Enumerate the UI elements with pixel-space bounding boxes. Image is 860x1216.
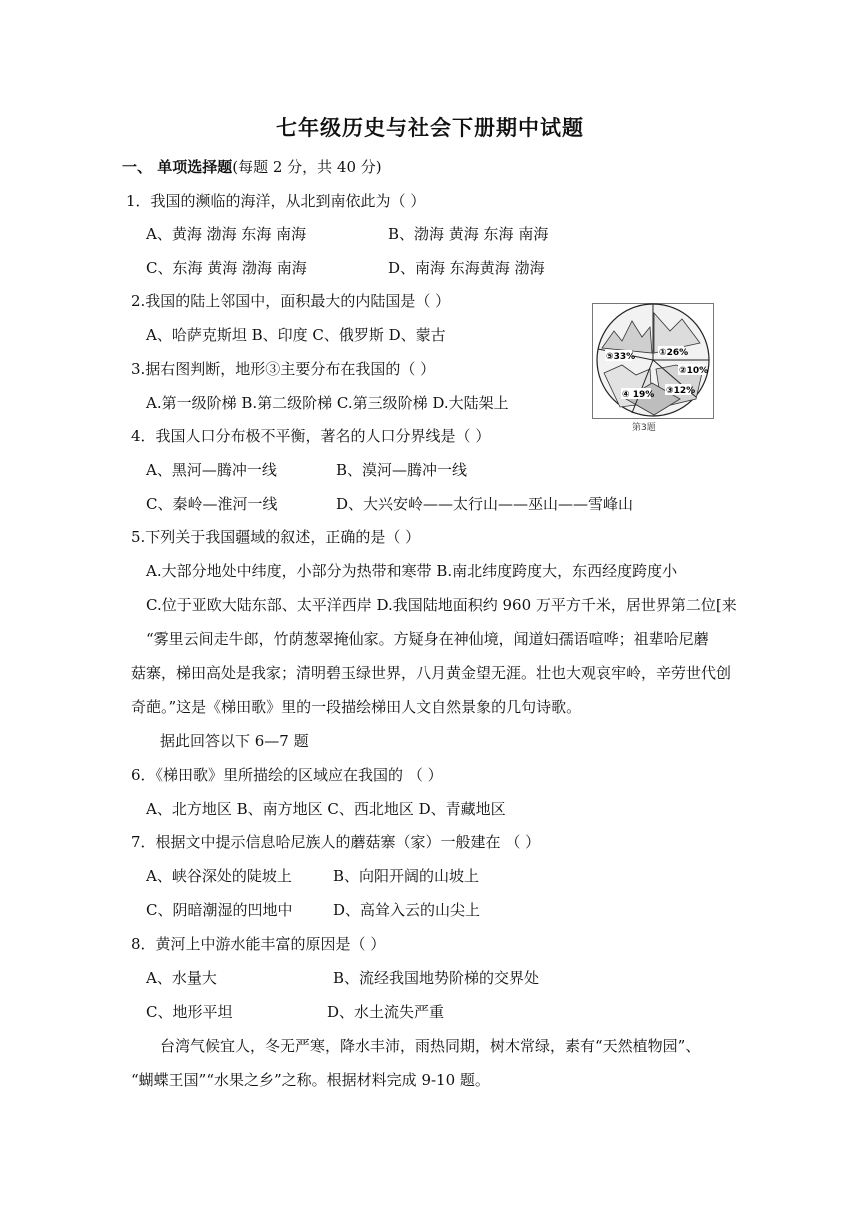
terrain-pie-figure (592, 303, 714, 429)
q7-option-a: A、峡谷深处的陡坡上 (146, 867, 292, 885)
section-label: 一、 单项选择题 (122, 158, 233, 176)
q8-option-d: D、水土流失严重 (327, 1003, 445, 1021)
poem-passage-line-2: 菇寨，梯田高处是我家；清明碧玉绿世界，八月黄金望无涯。壮也大观哀牢岭，辛劳世代创 (131, 664, 732, 682)
q1-option-a: A、黄海 渤海 东海 南海 (146, 225, 307, 243)
pie-label-3: ③12% (666, 386, 696, 396)
q1-option-d: D、南海 东海黄海 渤海 (388, 259, 545, 277)
question-2: 2.我国的陆上邻国中，面积最大的内陆国是（ ） (131, 292, 451, 310)
question-1: 1．我国的濒临的海洋，从北到南依此为（ ） (126, 192, 426, 210)
q7-option-b: B、向阳开阔的山坡上 (333, 867, 480, 885)
q5-options-ab: A.大部分地处中纬度，小部分为热带和寒带 B.南北纬度跨度大，东西经度跨度小 (146, 562, 678, 580)
passage-instruction: 据此回答以下 6—7 题 (160, 732, 309, 750)
question-6: 6．《梯田歌》里所描绘的区域应在我国的 （ ） (131, 766, 443, 784)
question-4: 4．我国人口分布极不平衡，著名的人口分界线是（ ） (131, 427, 491, 445)
question-3: 3.据右图判断，地形③主要分布在我国的（ ） (131, 360, 436, 378)
pie-label-5: ⑤33% (606, 352, 636, 362)
question-5: 5.下列关于我国疆域的叙述，正确的是（ ） (131, 528, 421, 546)
taiwan-passage-line-2: “蝴蝶王国”“水果之乡”之称。根据材料完成 9-10 题。 (131, 1071, 490, 1089)
q4-option-a: A、黑河—腾冲一线 (146, 461, 277, 479)
pie-label-1: ①26% (659, 348, 689, 358)
q2-options: A、哈萨克斯坦 B、印度 C、俄罗斯 D、蒙古 (146, 326, 446, 344)
poem-passage-line-1: “雾里云间走牛郎，竹荫葱翠掩仙家。方疑身在神仙境，闻道妇孺语喧哗；祖辈哈尼蘑 (146, 630, 709, 648)
section-note: (每题 2 分，共 40 分) (232, 158, 382, 176)
q8-option-a: A、水量大 (146, 969, 217, 987)
q6-options: A、北方地区 B、南方地区 C、西北地区 D、青藏地区 (146, 800, 506, 818)
q7-option-c: C、阴暗潮湿的凹地中 (146, 901, 293, 919)
pie-label-4: ④ 19% (622, 390, 655, 400)
poem-passage-line-3: 奇葩。”这是《梯田歌》里的一段描绘梯田人文自然景象的几句诗歌。 (131, 698, 582, 716)
q4-option-b: B、漠河—腾冲一线 (336, 461, 468, 479)
q4-option-d: D、大兴安岭——太行山——巫山——雪峰山 (336, 495, 634, 513)
q7-option-d: D、高耸入云的山尖上 (333, 901, 481, 919)
q8-option-c: C、地形平坦 (146, 1003, 233, 1021)
page-title: 七年级历史与社会下册期中试题 (276, 115, 584, 140)
figure-caption: 第3题 (632, 423, 656, 433)
q1-option-b: B、渤海 黄海 东海 南海 (388, 225, 549, 243)
q8-option-b: B、流经我国地势阶梯的交界处 (333, 969, 540, 987)
taiwan-passage-line-1: 台湾气候宜人，冬无严寒，降水丰沛，雨热同期，树木常绿，素有“天然植物园”、 (160, 1037, 701, 1055)
q3-options: A.第一级阶梯 B.第二级阶梯 C.第三级阶梯 D.大陆架上 (146, 394, 509, 412)
section-heading (122, 157, 382, 177)
q5-options-cd: C.位于亚欧大陆东部、太平洋西岸 D.我国陆地面积约 960 万平方千米，居世界第二位[来 (146, 596, 737, 614)
q1-option-c: C、东海 黄海 渤海 南海 (146, 259, 307, 277)
q4-option-c: C、秦岭—淮河一线 (146, 495, 278, 513)
question-8: 8．黄河上中游水能丰富的原因是（ ） (131, 935, 386, 953)
pie-label-2: ②10% (679, 366, 709, 376)
question-7: 7．根据文中提示信息哈尼族人的蘑菇寨（家）一般建在 （ ） (131, 833, 541, 851)
